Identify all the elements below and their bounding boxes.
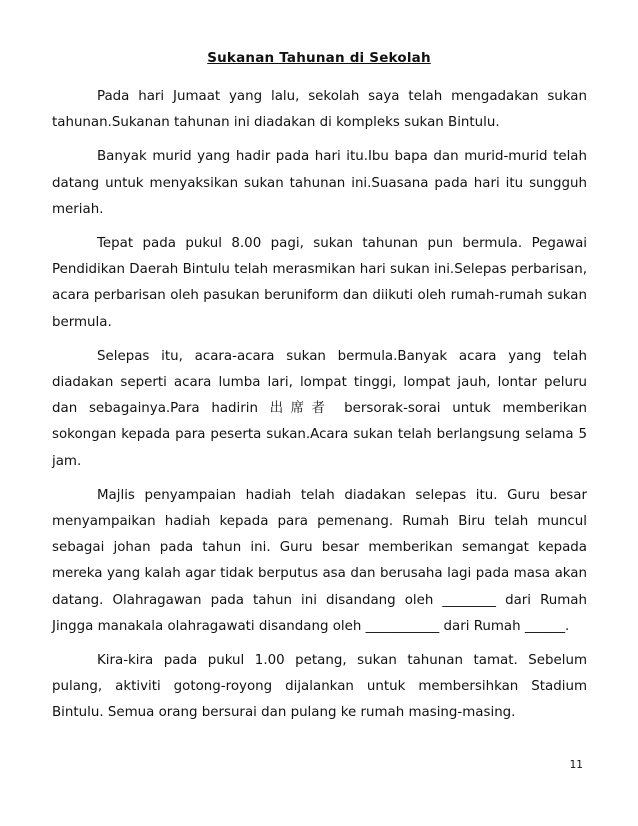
paragraph-3: Tepat pada pukul 8.00 pagi, sukan tahunan pun bermula. Pegawai Pendidikan Daerah Bintulu telah merasmikan hari sukan ini.Selepas perbarisan, acara perbarisan oleh pasukan beruniform dan diikuti oleh rumah-rumah sukan bermula.: [52, 236, 587, 330]
paragraph-5: Majlis penyampaian hadiah telah diadakan selepas itu. Guru besar menyampaikan hadiah kepada para pemenang. Rumah Biru telah muncul sebagai johan pada tahun ini. Guru besar memberikan semangat kepada mereka yang kalah agar tidak berputus asa dan berusaha lagi pada masa akan datang. Olahragawan pada tahun ini disandang oleh ________ dari Rumah Jingga manakala olahragawati disandang oleh ___________ dari Rumah ______.: [52, 487, 587, 634]
essay-body: [52, 84, 587, 735]
page-number: 11: [569, 759, 583, 771]
essay-title: Sukanan Tahunan di Sekolah: [207, 50, 431, 66]
paragraph-4: Selepas itu, acara-acara sukan bermula.Banyak acara yang telah diadakan seperti acara lumba lari, lompat tinggi, lompat jauh, lontar peluru dan sebagainya.Para hadirin 出席者 bersorak-sorai untuk memberikan sokongan kepada para peserta sukan.Acara sukan telah berlangsung selama 5 jam.: [52, 348, 587, 469]
paragraph-1: Pada hari Jumaat yang lalu, sekolah saya telah mengadakan sukan tahunan.Sukanan tahunan ini diadakan di kompleks sukan Bintulu.: [52, 89, 587, 131]
paragraph-2: Banyak murid yang hadir pada hari itu.Ibu bapa dan murid-murid telah datang untuk menyaksikan sukan tahunan ini.Suasana pada hari itu sungguh meriah.: [52, 149, 587, 217]
paragraph-6: Kira-kira pada pukul 1.00 petang, sukan tahunan tamat. Sebelum pulang, aktiviti gotong-royong dijalankan untuk membersihkan Stadium Bintulu. Semua orang bersurai dan pulang ke rumah masing-masing.: [52, 653, 587, 721]
